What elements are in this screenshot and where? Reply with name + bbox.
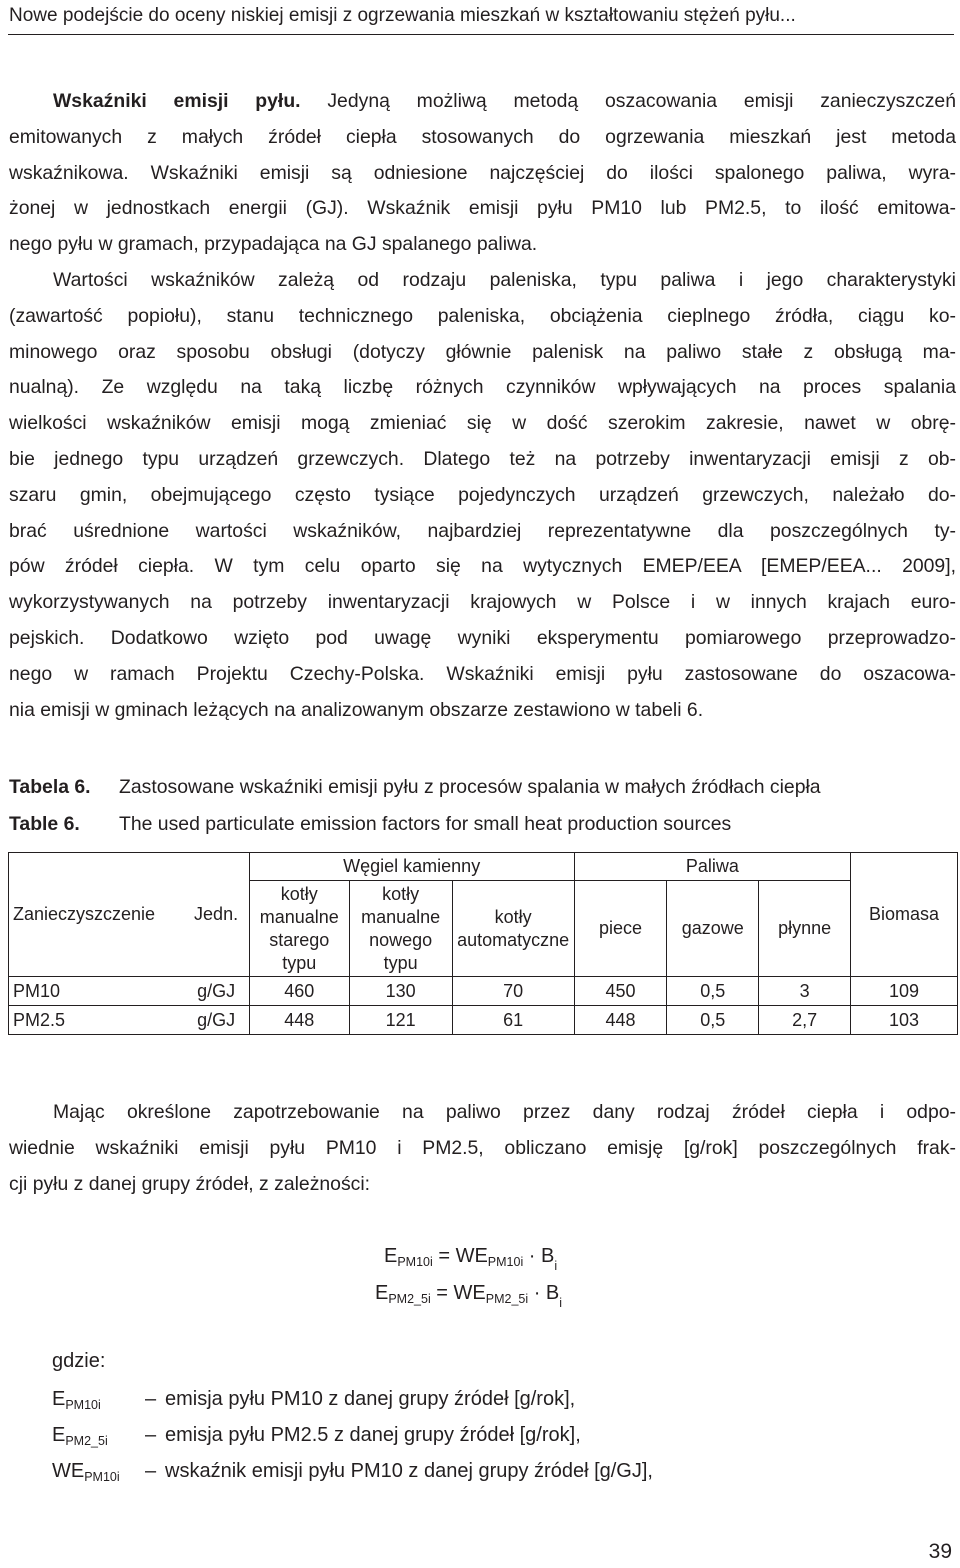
paragraph-line: szaru gmin, obejmującego często tysiące pojedynczych urządzeń grzewczych, należało do- [9, 483, 956, 506]
header-rule [8, 34, 954, 35]
cell-value: 103 [851, 1006, 958, 1035]
cell-value: 130 [349, 977, 452, 1006]
header-group-fuels: Paliwa [574, 853, 851, 881]
paragraph-line: wiednie wskaźniki emisji pyłu PM10 i PM2.5, obliczano emisję [g/rok] poszczególnych frak- [9, 1136, 956, 1159]
definition-item [52, 1388, 575, 1412]
paragraph-line: bie jednego typu urządzeń grzewczych. Dlatego też na potrzeby inwentaryzacji emisji z ob- [9, 447, 956, 470]
formula-subscript: PM2_5i [388, 1292, 431, 1306]
paragraph-line: emitowanych z małych źródeł ciepła stosowanych do ogrzewania mieszkań jest metoda [9, 125, 956, 148]
paragraph-line: minowego oraz sposobu obsługi (dotyczy głównie palenisk na paliwo stałe z obsługą ma- [9, 340, 956, 363]
header-group-coal: Węgiel kamienny [249, 853, 574, 881]
cell-value: 0,5 [667, 1006, 759, 1035]
paragraph-line [9, 84, 956, 120]
formula-symbol: · B [523, 1245, 555, 1267]
paragraph-line: pów źródeł ciepła. W tym celu oparto się na wytycznych EMEP/EEA [EMEP/EEA... 2009], [9, 555, 956, 578]
caption-text: Zastosowane wskaźniki emisji pyłu z procesów spalania w małych źródłach ciepła [119, 776, 821, 798]
header-unit: Jedn. [183, 853, 249, 977]
cell-value: 61 [452, 1006, 574, 1035]
emission-factors-table [8, 852, 958, 1035]
caption-label: Table 6. [9, 813, 80, 835]
header-old-manual: kotły manualne starego typu [249, 881, 349, 977]
symbol-base: WE [52, 1460, 85, 1482]
dash: – [145, 1460, 157, 1482]
where-label: gdzie: [52, 1350, 106, 1372]
cell-value: 2,7 [759, 1006, 851, 1035]
bold-lead: Wskaźniki emisji pyłu. [53, 90, 301, 112]
paragraph-emission-factors [9, 84, 956, 263]
cell-pollutant: PM2.5 [9, 1006, 184, 1035]
cell-value: 448 [574, 1006, 667, 1035]
formula-symbol: E [384, 1245, 398, 1267]
cell-value: 109 [851, 977, 958, 1006]
header-liquid: płynne [759, 881, 851, 977]
definition-item [52, 1460, 653, 1484]
paragraph-factor-values [9, 263, 956, 728]
paragraph-line: wielkości wskaźników emisji mogą zmieniać się w dość szerokim zakresie, nawet w obrę- [9, 412, 956, 435]
cell-value: 460 [249, 977, 349, 1006]
symbol-subscript: PM10i [65, 1398, 101, 1412]
symbol-base: E [52, 1388, 66, 1410]
caption-text: The used particulate emission factors for small heat production sources [119, 813, 732, 835]
header-biomass: Biomasa [851, 853, 958, 977]
formula-symbol: = WE [432, 1245, 488, 1267]
formula-pm10 [384, 1243, 557, 1279]
definition-symbol [52, 1424, 145, 1448]
formula-symbol: E [375, 1282, 389, 1304]
page-number: 39 [928, 1540, 952, 1563]
paragraph-line: brać uśrednione wartości wskaźników, najbardziej reprezentatywne dla poszczególnych ty- [9, 519, 956, 542]
definition-item [52, 1424, 581, 1448]
cell-value: 70 [452, 977, 574, 1006]
header-pollutant: Zanieczyszczenie [9, 853, 184, 977]
cell-value: 3 [759, 977, 851, 1006]
formula-symbol: · B [528, 1282, 560, 1304]
symbol-base: E [52, 1424, 66, 1446]
formula-subscript: PM2_5i [485, 1292, 529, 1306]
header-new-manual: kotły manualne nowego typu [349, 881, 452, 977]
cell-unit: g/GJ [183, 1006, 249, 1035]
dash: – [145, 1388, 157, 1410]
paragraph-line: wskaźnikowa. Wskaźniki emisji są odniesione najczęściej do ilości spalonego paliwa, wyra- [9, 161, 956, 184]
header-gas: gazowe [667, 881, 759, 977]
paragraph-line: nualną). Ze względu na taką liczbę różnych czynników wpływających na proces spalania [9, 376, 956, 399]
paragraph-line: cji pyłu z danej grupy źródeł, z zależności: [9, 1172, 371, 1195]
header-stoves: piece [574, 881, 667, 977]
paragraph-line: wykorzystywanych na potrzeby inwentaryzacji krajowych w Polsce i w innych krajach euro- [9, 591, 956, 614]
formula-subscript: PM10i [397, 1255, 433, 1269]
definition-symbol [52, 1460, 145, 1484]
paragraph-line: nego pyłu w gramach, przypadająca na GJ spalanego paliwa. [9, 233, 538, 256]
caption-label: Tabela 6. [9, 776, 91, 798]
symbol-subscript: PM10i [84, 1470, 120, 1484]
paragraph-line: nia emisji w gminach leżących na analizowanym obszarze zestawiono w tabeli 6. [9, 698, 704, 721]
cell-value: 448 [249, 1006, 349, 1035]
dash: – [145, 1424, 157, 1446]
formula-symbol: = WE [430, 1282, 486, 1304]
paragraph-line: żonej w jednostkach energii (GJ). Wskaźnik emisji pyłu PM10 lub PM2.5, to ilość emitowa- [9, 197, 956, 220]
definition-text: emisja pyłu PM2.5 z danej grupy źródeł [g/rok], [165, 1424, 581, 1446]
formula-subscript: PM10i [487, 1255, 524, 1269]
symbol-subscript: PM2_5i [65, 1434, 108, 1448]
line-text: Jedyną możliwą metodą oszacowania emisji zanieczyszczeń [300, 90, 957, 112]
cell-unit: g/GJ [183, 977, 249, 1006]
formula-pm25 [375, 1280, 562, 1316]
cell-value: 121 [349, 1006, 452, 1035]
definition-symbol [52, 1388, 145, 1412]
formula-subscript: i [554, 1259, 558, 1273]
cell-value: 0,5 [667, 977, 759, 1006]
paragraph-line: pejskich. Dodatkowo wzięto pod uwagę wyniki eksperymentu pomiarowego przeprowadzo- [9, 626, 956, 649]
paragraph-line: Mając określone zapotrzebowanie na paliwo przez dany rodzaj źródeł ciepła i odpo- [53, 1101, 956, 1123]
running-title: Nowe podejście do oceny niskiej emisji z ogrzewania mieszkań w kształtowaniu stężeń pyłu... [9, 5, 796, 26]
definition-text: wskaźnik emisji pyłu PM10 z danej grupy źródeł [g/GJ], [165, 1460, 653, 1482]
header-automatic: kotły automatyczne [452, 881, 574, 977]
table-row [9, 977, 958, 1006]
paragraph-line: Wartości wskaźników zależą od rodzaju paleniska, typu paliwa i jego charakterystyki [53, 269, 956, 291]
paragraph-line: (zawartość popiołu), stanu technicznego paleniska, obciążenia cieplnego źródła, ciągu ko- [9, 304, 956, 327]
table-caption-pl [9, 775, 821, 799]
paragraph-line: nego w ramach Projektu Czechy-Polska. Wskaźniki emisji pyłu zastosowane do oszacowa- [9, 662, 956, 685]
cell-value: 450 [574, 977, 667, 1006]
formula-subscript: i [559, 1296, 563, 1310]
paragraph-calculation [9, 1095, 956, 1202]
table-caption-en [9, 812, 731, 836]
table-row [9, 1006, 958, 1035]
definition-text: emisja pyłu PM10 z danej grupy źródeł [g/rok], [165, 1388, 576, 1410]
cell-pollutant: PM10 [9, 977, 184, 1006]
table-group-row [9, 853, 958, 881]
